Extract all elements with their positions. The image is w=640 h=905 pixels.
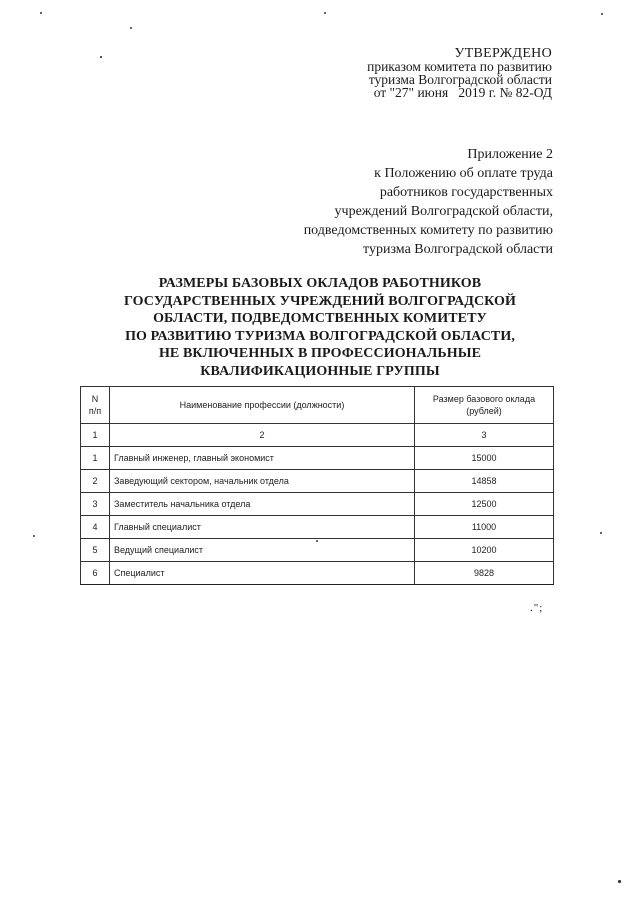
column-index-row — [81, 424, 554, 447]
row-number: 6 — [81, 562, 110, 585]
approval-stamp — [367, 47, 552, 99]
position-name: Заместитель начальника отдела — [110, 493, 415, 516]
scan-speck — [40, 12, 42, 14]
scan-speck — [33, 535, 35, 537]
title-line: НЕ ВКЛЮЧЕННЫХ В ПРОФЕССИОНАЛЬНЫЕ — [158, 346, 482, 361]
title-line: ПО РАЗВИТИЮ ТУРИЗМА ВОЛГОГРАДСКОЙ ОБЛАСТИ, — [125, 328, 515, 344]
header-number: N п/п — [81, 387, 110, 424]
table-row — [81, 562, 554, 585]
header-position-name: Наименование профессии (должности) — [110, 387, 415, 424]
column-index: 3 — [415, 424, 554, 447]
row-number: 3 — [81, 493, 110, 516]
appendix-line: к Положению об оплате труда — [374, 166, 553, 181]
scan-speck — [601, 13, 603, 15]
scan-speck — [316, 540, 318, 542]
table-row — [81, 447, 554, 470]
header-base-salary: Размер базового оклада (рублей) — [415, 387, 554, 424]
position-name: Главный инженер, главный экономист — [110, 447, 415, 470]
appendix-reference — [304, 145, 553, 259]
table-row — [81, 470, 554, 493]
approval-line: приказом комитета по развитию — [367, 59, 552, 74]
position-name: Ведущий специалист — [110, 539, 415, 562]
column-index: 1 — [81, 424, 110, 447]
scan-speck — [618, 880, 621, 883]
table-row — [81, 493, 554, 516]
base-salary: 9828 — [415, 562, 554, 585]
column-index: 2 — [110, 424, 415, 447]
document-title — [100, 275, 540, 380]
scan-speck — [324, 12, 326, 14]
scan-speck — [100, 56, 102, 58]
row-number: 2 — [81, 470, 110, 493]
approval-line: от "27" июня 2019 г. № 82-ОД — [373, 85, 552, 100]
title-line: КВАЛИФИКАЦИОННЫЕ ГРУППЫ — [200, 363, 440, 379]
base-salary: 14858 — [415, 470, 554, 493]
base-salary: 12500 — [415, 493, 554, 516]
approval-line: туризма Волгоградской области — [368, 72, 552, 87]
closing-quote-mark: ."; — [530, 602, 544, 614]
title-line: ГОСУДАРСТВЕННЫХ УЧРЕЖДЕНИЙ ВОЛГОГРАДСКОЙ — [123, 293, 517, 309]
position-name: Заведующий сектором, начальник отдела — [110, 470, 415, 493]
row-number: 5 — [81, 539, 110, 562]
salary-table — [80, 386, 554, 585]
scan-speck — [130, 27, 132, 29]
base-salary: 10200 — [415, 539, 554, 562]
table-header-row — [81, 387, 554, 424]
scan-speck — [600, 532, 602, 534]
table-row — [81, 516, 554, 539]
title-line: РАЗМЕРЫ БАЗОВЫХ ОКЛАДОВ РАБОТНИКОВ — [158, 276, 482, 291]
appendix-line: туризма Волгоградской области — [363, 242, 553, 257]
approval-heading: УТВЕРЖДЕНО — [454, 46, 552, 61]
position-name: Главный специалист — [110, 516, 415, 539]
row-number: 4 — [81, 516, 110, 539]
appendix-line: учреждений Волгоградской области, — [334, 204, 553, 219]
title-line: ОБЛАСТИ, ПОДВЕДОМСТВЕННЫХ КОМИТЕТУ — [153, 311, 487, 326]
appendix-line: подведомственных комитету по развитию — [303, 223, 553, 238]
appendix-line: Приложение 2 — [467, 147, 553, 162]
row-number: 1 — [81, 447, 110, 470]
base-salary: 11000 — [415, 516, 554, 539]
appendix-line: работников государственных — [379, 185, 553, 200]
base-salary: 15000 — [415, 447, 554, 470]
position-name: Специалист — [110, 562, 415, 585]
